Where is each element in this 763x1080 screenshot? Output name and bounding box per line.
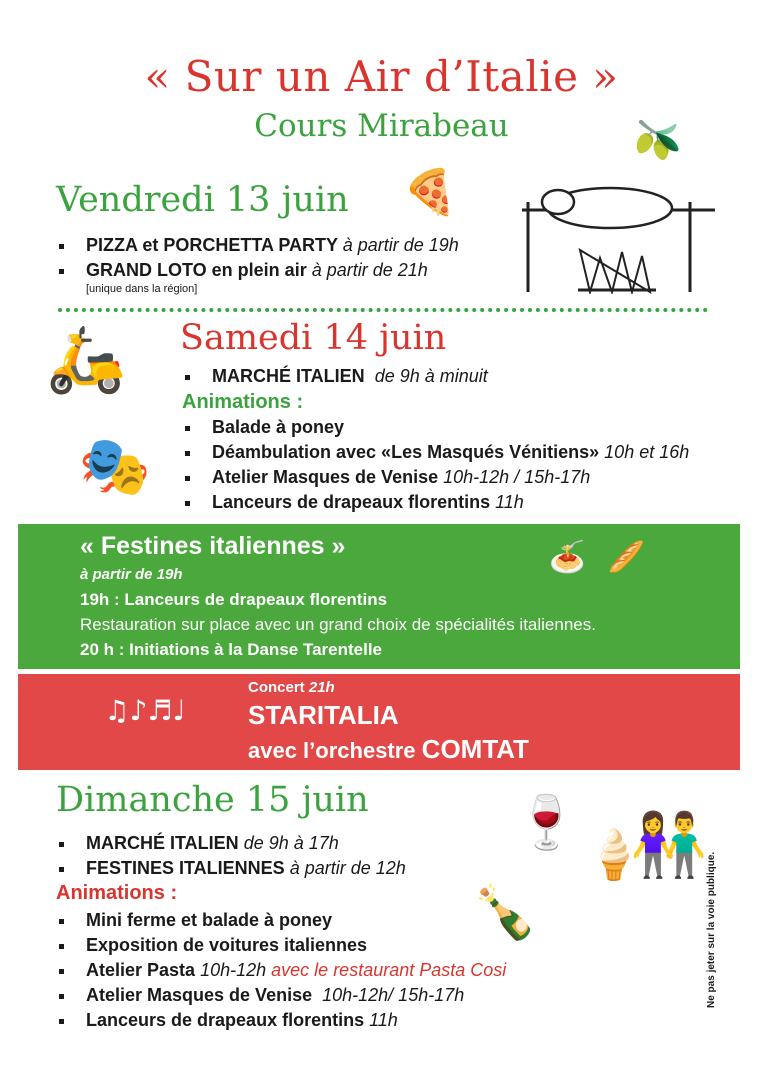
friday-heading: Vendredi 13 juin (56, 180, 349, 220)
festines-line1: 19h : Lanceurs de drapeaux florentins (80, 590, 388, 609)
list-item: Atelier Pasta 10h-12h avec le restaurant Pasta Cosi (56, 958, 506, 983)
saturday-animations-label: Animations : (182, 391, 304, 413)
list-item: FESTINES ITALIENNES à partir de 12h (56, 856, 406, 881)
list-item: Exposition de voitures italiennes (56, 933, 506, 958)
sunday-heading: Dimanche 15 juin (56, 780, 369, 820)
festines-start: à partir de 19h (80, 566, 183, 583)
music-notes-icon: ♫♪♬♩ (104, 694, 186, 727)
festines-line2: Restauration sur place avec un grand choix de spécialités italiennes. (80, 615, 596, 634)
list-item: MARCHÉ ITALIEN de 9h à 17h (56, 831, 406, 856)
sunday-animations-list (56, 908, 506, 1033)
list-item: Balade à poney (182, 415, 689, 440)
saturday-heading: Samedi 14 juin (180, 318, 447, 358)
section-divider (58, 308, 708, 312)
list-item: Mini ferme et balade à poney (56, 908, 506, 933)
list-item: GRAND LOTO en plein air à partir de 21h (56, 258, 459, 283)
scooter-icon: 🛵 (46, 323, 126, 397)
sunday-list (56, 831, 406, 881)
vertical-note: Ne pas jeter sur la voie publique. (706, 851, 717, 1008)
list-item: MARCHÉ ITALIEN de 9h à minuit (182, 364, 488, 389)
roast-pig-icon (520, 172, 720, 294)
friday-note: [unique dans la région] (86, 283, 198, 295)
friday-list (56, 233, 459, 283)
couple-icon: 👫 (630, 808, 708, 881)
list-item: Lanceurs de drapeaux florentins 11h (182, 490, 689, 515)
oil-bottle-icon: 🍾 (472, 883, 538, 943)
list-item: PIZZA et PORCHETTA PARTY à partir de 19h (56, 233, 459, 258)
concert-name: STARITALIA (248, 700, 399, 730)
saturday-market (182, 364, 488, 389)
list-item: Déambulation avec «Les Masqués Vénitiens» 10h et 16h (182, 440, 689, 465)
pasta-icon: 🍝 🥖 (548, 540, 652, 575)
list-item: Lanceurs de drapeaux florentins 11h (56, 1008, 506, 1033)
list-item: Atelier Masques de Venise 10h-12h / 15h-17h (182, 465, 689, 490)
festines-title: « Festines italiennes » (80, 532, 346, 560)
poster-subtitle: Cours Mirabeau (254, 108, 509, 144)
saturday-animations-list (182, 415, 689, 515)
poster-title: « Sur un Air d’Italie » (144, 52, 619, 101)
ice-cream-icon: 🍦 (584, 827, 644, 883)
pizza-icon: 🍕 (402, 167, 458, 218)
concert-label: Concert 21h (248, 679, 335, 696)
list-item: Atelier Masques de Venise 10h-12h/ 15h-17h (56, 983, 506, 1008)
sunday-animations-label: Animations : (56, 882, 178, 904)
concert-orchestra: avec l’orchestre COMTAT (248, 734, 530, 764)
olive-branch-icon: 🫒 (634, 118, 682, 162)
wine-glass-icon: 🍷 (514, 793, 579, 853)
festines-line3: 20 h : Initiations à la Danse Tarentelle (80, 640, 382, 659)
venetian-mask-icon: 🎭 (78, 432, 152, 500)
